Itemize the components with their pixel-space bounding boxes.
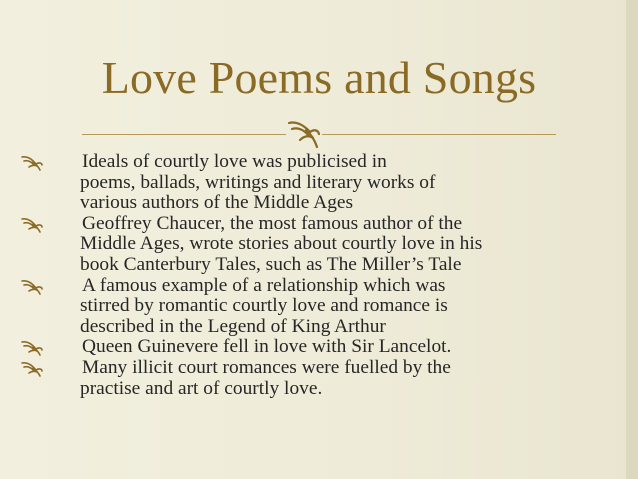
bullet-item — [20, 337, 560, 358]
bullet-item — [20, 214, 560, 276]
ornament-bullet-icon — [20, 216, 58, 234]
ornament-bullet-icon — [20, 339, 58, 357]
ornament-bullet-icon — [20, 278, 58, 296]
bullet-list — [20, 152, 560, 399]
bullet-text-line: Middle Ages, wrote stories about courtly love in his — [80, 233, 483, 255]
bullet-text-line: stirred by romantic courtly love and romance is — [80, 295, 448, 317]
title-rule-left — [82, 134, 286, 135]
ornament-bullet-icon — [20, 154, 58, 172]
bullet-text-line: practise and art of courtly love. — [80, 377, 323, 399]
bullet-text-line: Ideals of courtly love was publicised in — [82, 151, 387, 172]
bullet-item — [20, 276, 560, 338]
bullet-text-line: Geoffrey Chaucer, the most famous author of the — [82, 212, 463, 234]
bullet-text-line: book Canterbury Tales, such as The Miller’s Tale — [80, 253, 462, 275]
bullet-item — [20, 358, 560, 399]
ornament-bullet-icon — [20, 360, 58, 378]
bullet-text-line: described in the Legend of King Arthur — [80, 315, 386, 337]
bullet-item — [20, 152, 560, 214]
bullet-text-line: A famous example of a relationship which was — [82, 274, 446, 296]
bullet-text-line: various authors of the Middle Ages — [80, 192, 354, 214]
ornament-icon — [286, 117, 322, 151]
bullet-text-line: Many illicit court romances were fuelled by the — [82, 356, 451, 378]
bullet-text-line: poems, ballads, writings and literary works of — [80, 171, 436, 193]
slide-title: Love Poems and Songs — [101, 52, 537, 103]
bullet-text-line: Queen Guinevere fell in love with Sir Lancelot. — [82, 336, 452, 358]
title-rule-right — [322, 134, 556, 135]
